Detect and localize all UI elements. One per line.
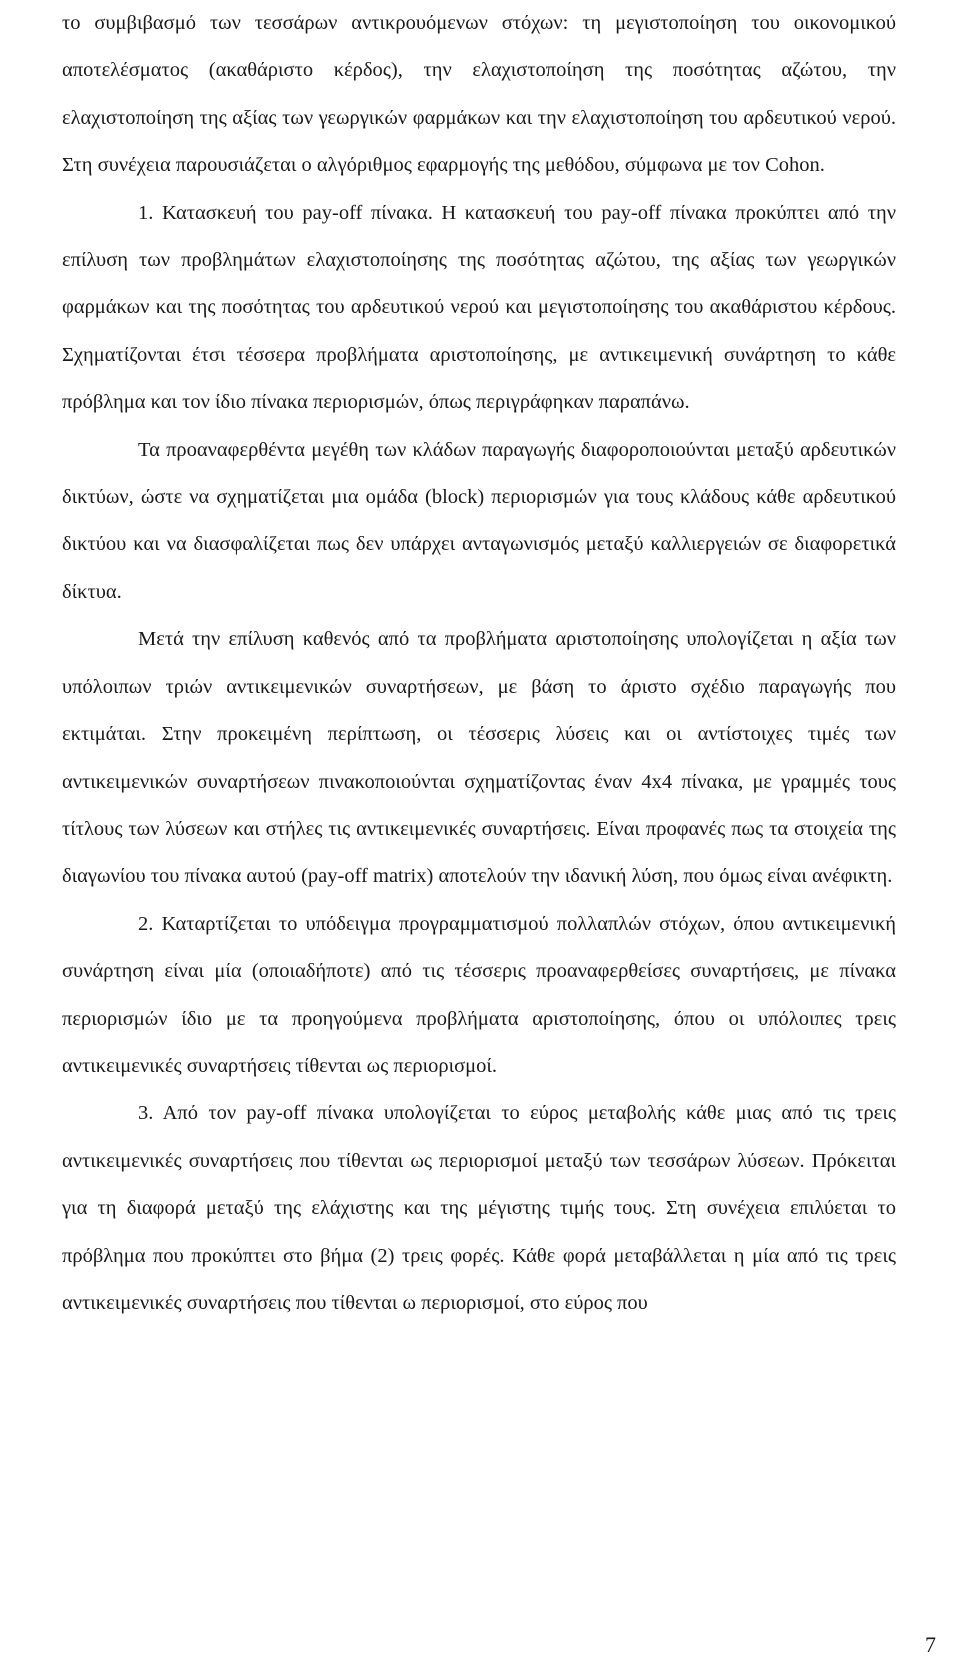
paragraph-step-3: 3. Από τον pay-off πίνακα υπολογίζεται το εύρος μεταβολής κάθε μιας από τις τρεις αντικειμενικές συναρτήσεις που τίθενται ως περιορισμοί μεταξύ των τεσσάρων λύσεων. Πρόκειται για τη διαφορά μεταξύ της ελάχιστης και της μέγιστης τιμής τους. Στη συνέχεια επιλύεται το πρόβλημα που προκύπτει στο βήμα (2) τρεις φορές. Κάθε φορά μεταβάλλεται η μία από τις τρεις αντικειμενικές συναρτήσεις που τίθενται ω περιορισμοί, στο εύρος που (62, 1102, 896, 1314)
paragraph-intro: το συμβιβασμό των τεσσάρων αντικρουόμενων στόχων: τη μεγιστοποίηση του οικονομικού αποτελέσματος (ακαθάριστο κέρδος), την ελαχιστοποίηση της ποσότητας αζώτου, την ελαχιστοποίηση της αξίας των γεωργικών φαρμάκων και την ελαχιστοποίηση του αρδευτικού νερού. Στη συνέχεια παρουσιάζεται ο αλγόριθμος εφαρμογής της μεθόδου, σύμφωνα με τον Cohon. (62, 12, 896, 177)
paragraph-block-constraints: Τα προαναφερθέντα μεγέθη των κλάδων παραγωγής διαφοροποιούνται μεταξύ αρδευτικών δικτύων, ώστε να σχηματίζεται μια ομάδα (block) περιορισμών για τους κλάδους κάθε αρδευτικού δικτύου και να διασφαλίζεται πως δεν υπάρχει ανταγωνισμός μεταξύ καλλιεργειών σε διαφορετικά δίκτυα. (62, 438, 896, 603)
document-page (62, 0, 896, 1327)
page-number: 7 (925, 1632, 936, 1657)
paragraph-payoff-matrix: Μετά την επίλυση καθενός από τα προβλήματα αριστοποίησης υπολογίζεται η αξία των υπόλοιπων τριών αντικειμενικών συναρτήσεων, με βάση το άριστο σχέδιο παραγωγής που εκτιμάται. Στην προκειμένη περίπτωση, οι τέσσερις λύσεις και οι αντίστοιχες τιμές των αντικειμενικών συναρτήσεων πινακοποιούνται σχηματίζοντας έναν 4x4 πίνακα, με γραμμές τους τίτλους των λύσεων και στήλες τις αντικειμενικές συναρτήσεις. Είναι προφανές πως τα στοιχεία της διαγωνίου του πίνακα αυτού (pay-off matrix) αποτελούν την ιδανική λύση, που όμως είναι ανέφικτη. (62, 628, 896, 888)
paragraph-step-2: 2. Καταρτίζεται το υπόδειγμα προγραμματισμού πολλαπλών στόχων, όπου αντικειμενική συνάρτηση είναι μία (οποιαδήποτε) από τις τέσσερις προαναφερθείσες συναρτήσεις, με πίνακα περιορισμών ίδιο με τα προηγούμενα προβλήματα αριστοποίησης, όπου οι υπόλοιπες τρεις αντικειμενικές συναρτήσεις τίθενται ως περιορισμοί. (62, 912, 896, 1077)
paragraph-step-1: 1. Κατασκευή του pay-off πίνακα. Η κατασκευή του pay-off πίνακα προκύπτει από την επίλυση των προβλημάτων ελαχιστοποίησης της ποσότητας αζώτου, της αξίας των γεωργικών φαρμάκων και της ποσότητας του αρδευτικού νερού και μεγιστοποίησης του ακαθάριστου κέρδους. Σχηματίζονται έτσι τέσσερα προβλήματα αριστοποίησης, με αντικειμενική συνάρτηση το κάθε πρόβλημα και τον ίδιο πίνακα περιορισμών, όπως περιγράφηκαν παραπάνω. (62, 201, 896, 414)
